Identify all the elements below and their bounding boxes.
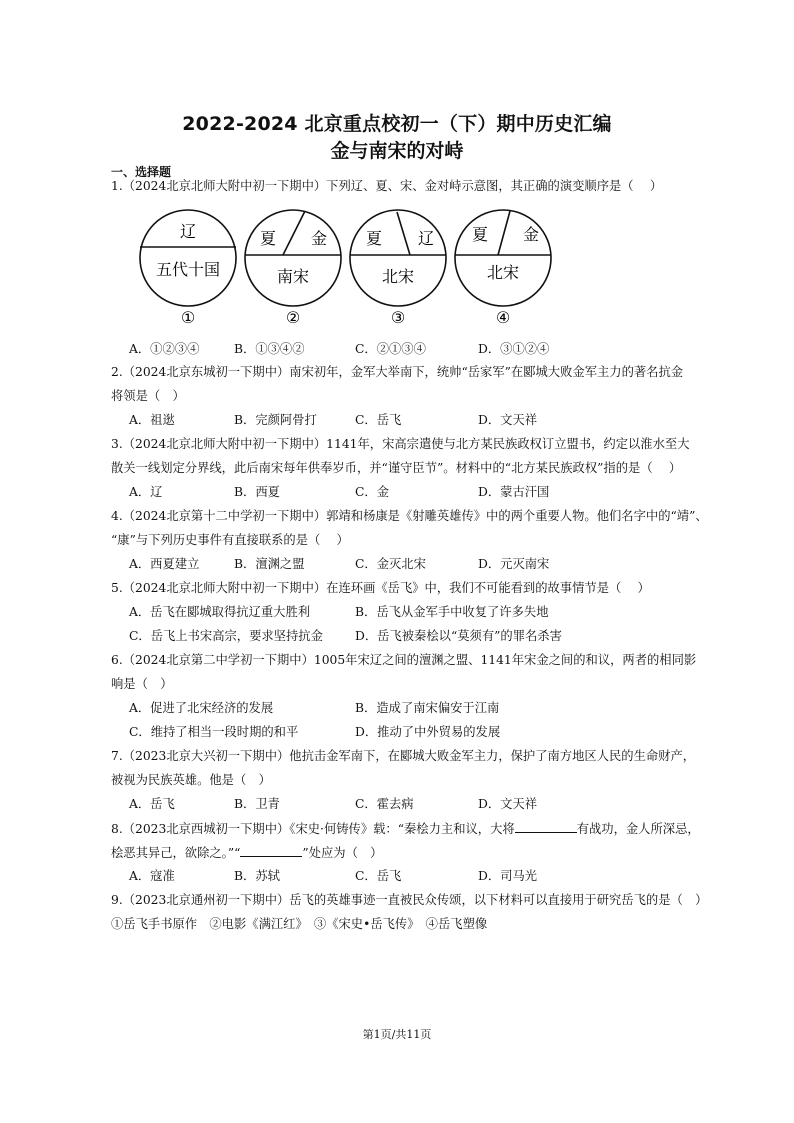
q5-option-a: A．岳飞在郾城取得抗辽重大胜利	[129, 605, 311, 619]
question-4-stem-cont: “康”与下列历史事件有直接联系的是（ ）	[111, 533, 349, 547]
q6-option-a: A．促进了北宋经济的发展	[129, 701, 274, 715]
section-heading: 一、选择题	[111, 165, 172, 179]
q7-option-b: B．卫青	[234, 797, 280, 811]
question-9-materials: ①岳飞手书原作 ②电影《满江红》 ③《宋史•岳飞传》 ④岳飞塑像	[111, 917, 488, 931]
q7-option-c: C．霍去病	[355, 797, 414, 811]
question-6-stem-cont: 响是（ ）	[111, 677, 173, 691]
circle-4-label: ④	[495, 308, 511, 327]
q8-blank-1	[515, 821, 577, 833]
q8-text-part1: 8.（2023北京西城初一下期中）《宋史·何铸传》载：“秦桧力主和议，大将	[111, 822, 515, 836]
q8-text-part3: 桧恶其异己，欲除之。”“	[111, 846, 241, 860]
circle-2-label: ②	[285, 308, 301, 327]
circle-1-bottom: 五代十国	[155, 260, 221, 279]
question-6-stem: 6.（2024北京第二中学初一下期中）1005年宋辽之间的澶渊之盟、1141年宋金之间的和议，两者的相同影	[111, 653, 697, 667]
question-4-stem: 4.（2024北京第十二中学初一下期中）郭靖和杨康是《射雕英雄传》中的两个重要人物。他们名字中的“靖”、	[111, 509, 708, 523]
q6-option-d: D．推动了中外贸易的发展	[355, 725, 501, 739]
q8-option-b: B．苏轼	[234, 869, 280, 883]
circle-4-bottom: 北宋	[486, 263, 520, 282]
diagram-circle-2	[245, 210, 341, 327]
question-7-stem-cont: 被视为民族英雄。他是（ ）	[111, 773, 271, 787]
q5-option-c: C．岳飞上书宋高宗，要求坚持抗金	[129, 629, 323, 643]
circle-2-left: 夏	[259, 229, 277, 248]
circle-4-right: 金	[522, 225, 540, 244]
q8-text-part2: 有战功，金人所深忌，	[576, 822, 700, 836]
question-8-stem	[111, 821, 700, 836]
q5-option-d: D．岳飞被秦桧以“莫须有”的罪名杀害	[355, 629, 562, 643]
q8-text-part4: ”处应为（ ）	[302, 846, 383, 860]
q7-option-a: A．岳飞	[129, 797, 175, 811]
q6-option-c: C．维持了相当一段时期的和平	[129, 725, 299, 739]
diagram-circle-1	[140, 210, 236, 327]
question-3-stem-cont: 散关一线划定分界线，此后南宋每年供奉岁币，并“谨守臣节”。材料中的“北方某民族政权”指的是（ ）	[111, 461, 682, 475]
question-5-stem: 5.（2024北京北师大附中初一下期中）在连环画《岳飞》中，我们不可能看到的故事情节是（ ）	[111, 581, 650, 595]
q4-option-a: A．西夏建立	[129, 557, 200, 571]
page-subtitle: 金与南宋的对峙	[330, 140, 464, 162]
page-footer: 第1页/共11页	[362, 1028, 432, 1041]
q2-option-d: D．文天祥	[478, 413, 538, 427]
q8-blank-2	[240, 845, 302, 857]
q5-option-b: B．岳飞从金军手中收复了许多失地	[355, 605, 549, 619]
q2-option-c: C．岳飞	[355, 413, 402, 427]
q1-option-a: A．①②③④	[129, 342, 200, 356]
q4-option-c: C．金灭北宋	[355, 557, 426, 571]
circle-3-left: 夏	[365, 229, 383, 248]
circle-3-bottom: 北宋	[381, 267, 415, 286]
q2-option-b: B．完颜阿骨打	[234, 413, 317, 427]
question-7-stem: 7.（2023北京大兴初一下期中）他抗击金军南下，在郾城大败金军主力，保护了南方地区人民的生命财产，	[111, 749, 696, 763]
question-2-stem: 2.（2024北京东城初一下期中）南宋初年，金军大举南下，统帅“岳家军”在郾城大败金军主力的著名抗金	[111, 365, 684, 379]
q1-option-c: C．②①③④	[355, 342, 426, 356]
circle-1-label: ①	[180, 308, 196, 327]
q8-option-a: A．寇准	[129, 869, 175, 883]
circle-4-left: 夏	[471, 225, 489, 244]
q3-option-c: C．金	[355, 485, 390, 499]
diagram-circle-4	[455, 210, 551, 327]
question-9-stem: 9.（2023北京通州初一下期中）岳飞的英雄事迹一直被民众传颂，以下材料可以直接用于研究岳飞的是（ ）	[111, 893, 708, 907]
q7-option-d: D．文天祥	[478, 797, 538, 811]
circle-3-label: ③	[390, 308, 406, 327]
q3-option-d: D．蒙古汗国	[478, 485, 550, 499]
q2-option-a: A．祖逖	[129, 413, 175, 427]
question-1-stem: 1.（2024北京北师大附中初一下期中）下列辽、夏、宋、金对峙示意图，其正确的演变顺序是（ ）	[111, 179, 663, 193]
q4-option-d: D．元灭南宋	[478, 557, 550, 571]
dynasty-diagram	[138, 208, 558, 330]
question-2-stem-cont: 将领是（ ）	[111, 389, 185, 403]
q3-option-b: B．西夏	[234, 485, 280, 499]
q3-option-a: A．辽	[129, 485, 163, 499]
page-title: 2022-2024 北京重点校初一（下）期中历史汇编	[182, 113, 612, 135]
q4-option-b: B．澶渊之盟	[234, 557, 305, 571]
q8-option-d: D．司马光	[478, 869, 538, 883]
circle-2-right: 金	[310, 229, 328, 248]
circle-2-bottom: 南宋	[276, 267, 310, 286]
q1-option-b: B．①③④②	[234, 342, 305, 356]
q6-option-b: B．造成了南宋偏安于江南	[355, 701, 500, 715]
q1-option-d: D．③①②④	[478, 342, 550, 356]
question-3-stem: 3.（2024北京北师大附中初一下期中）1141年，宋高宗遣使与北方某民族政权订立盟书，约定以淮水至大	[111, 437, 690, 451]
circle-3-right: 辽	[417, 229, 435, 248]
diagram-circle-3	[350, 210, 446, 327]
q8-option-c: C．岳飞	[355, 869, 402, 883]
circle-1-top: 辽	[179, 222, 197, 241]
question-8-stem-cont	[111, 845, 691, 860]
